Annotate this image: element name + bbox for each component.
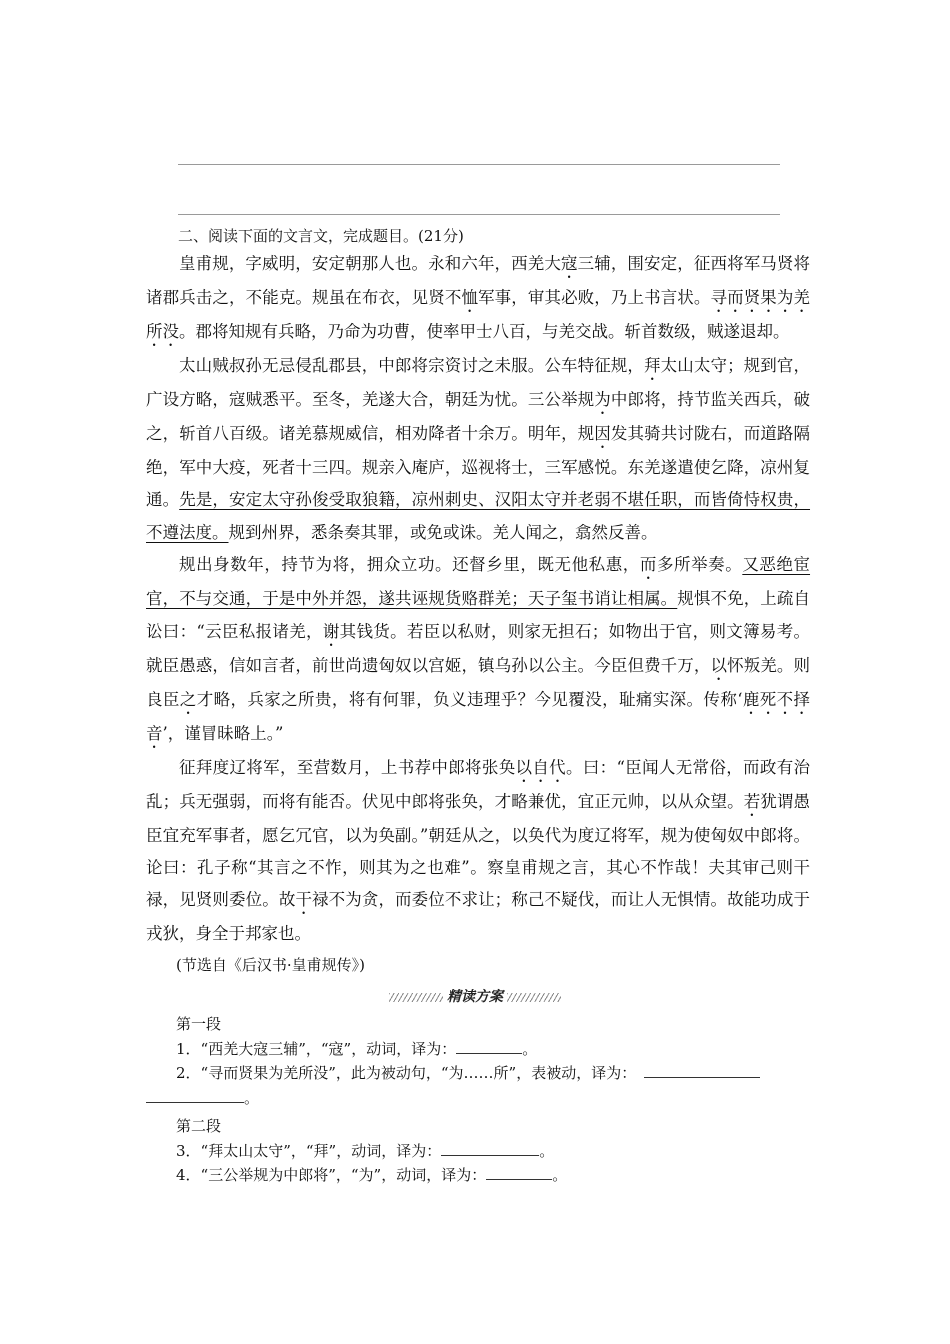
classical-passage [146,248,810,978]
emphasized-word: 因 [594,424,611,443]
text-run: 中郎将，持节监关西兵，破之，斩首八百级。诸羌慕规威信，相劝降者十余万。明年，规 [146,390,811,443]
emphasized-word: 干 [295,890,313,910]
banner-title: 精读方案 [447,989,503,1005]
emphasized-phrase: 寻而贤果为羌所没 [146,288,811,341]
text-run: 犹谓愚臣宜充军事者，愿乞冗官，以为奂副。”朝廷从之，以奂代为度辽将军，规为使匈奴中郎将。论曰：孔子称“其言之不怍，则其为之也难”。察皇甫规之言，其心不怍哉！夫其审己则干禄，见贤则委位。故 [146,791,811,910]
emphasized-phrase: 以自代 [515,757,567,777]
question-text: 2．“寻而贤果为羌所没”，此为被动句，“为……所”，表被动，译为： [176,1064,637,1082]
question-text: 1．“西羌大寇三辅”，“寇”，动词，译为： [176,1039,457,1058]
text-run: 三辅，围安定，征西将军马贤将诸郡兵击之，不能克。规虽在布衣，见贤不 [146,254,811,307]
question-list [146,1012,810,1188]
text-run: 太山贼叔孙无忌侵乱郡县，中郎将宗资讨之未服。公车特征规， [179,356,645,375]
question-2-continuation: 。 [146,1086,810,1111]
answer-line [178,164,780,165]
answer-blank[interactable] [146,1088,244,1103]
answer-blank[interactable] [441,1141,539,1156]
section-banner [0,986,950,1006]
text-run: 规出身数年，持节为将，拥众立功。还督乡里，既无他私惠， [179,555,640,575]
emphasized-word: 为 [594,390,611,409]
answer-blank[interactable] [486,1165,552,1180]
banner-hatch-left [389,993,443,1002]
paragraph-3 [146,549,810,751]
text-run: 太山太守；规到官，广设方略，寇贼悉平。至冬，羌遂大合，朝廷为忧。三公举规 [146,356,811,409]
paragraph-1 [146,248,810,350]
banner-hatch-right [507,993,561,1002]
paragraph-label: 第一段 [176,1015,222,1033]
question-4: 4．“三公举规为中郎将”，“为”，动词，译为： 。 [176,1166,568,1184]
text-run: 征拜度辽将军，至营数月，上书荐中郎将张奂 [179,757,516,777]
text-run: 军事，审其必败，乃上书言状。 [478,288,711,307]
text-run: 。曰：“臣闻人无常俗，而政有治乱；兵无强弱，而将有能否。伏见中郎将张奂，才略兼优，宜正元帅，以从众望。 [146,757,811,811]
text-run: 。郡将知规有兵略，乃命为功曹，使率甲士八百，与羌交战。斩首数级，贼遂退却。 [179,322,790,341]
question-3: 3．“拜太山太守”，“拜”，动词，译为： 。 [176,1141,555,1160]
text-run: 规惧不免，上疏自讼曰：“云臣私报诸羌， [146,589,811,641]
emphasized-word: 恤 [461,288,479,307]
text-run: 怀叛羌。则良臣 [146,655,811,709]
emphasized-word: 若 [743,791,761,811]
emphasized-word: 寇 [561,254,578,273]
text-run: 皇甫规，字威明，安定朝那人也。永和六年，西羌大 [179,254,561,273]
text-run: 发其骑共讨陇右，而道路隔绝，军中大疫，死者十三四。规亲入庵庐，巡视将士，三军感悦。东羌遂遣使乞降，凉州复通。 [146,424,811,510]
paragraph-4 [146,752,810,951]
answer-blank[interactable] [456,1039,522,1054]
text-run: 规到州界，悉条奏其罪，或免或诛。羌人闻之，翕然反善。 [228,522,658,542]
emphasized-word: 谢 [322,621,340,641]
text-run: 多所举奏。 [656,555,743,575]
underlined-sentence: 先是，安定太守孙俊受取狼籍，凉州刺史、汉阳太守并老弱不堪任职，而皆倚恃权贵，不遵法度。 [146,490,811,542]
underlined-sentence: 又恶绝宦官，不与交通，于是中外并怨，遂共诬规货赂群羌；天子玺书诮让相属。 [146,555,811,609]
answer-blank[interactable] [644,1063,760,1078]
emphasized-word: 之 [179,689,197,709]
question-1: 1．“西羌大寇三辅”，“寇”，动词，译为： 。 [176,1039,538,1058]
question-2 [146,1061,810,1086]
text-run: 其钱货。若臣以私财，则家无担石；如物出于官，则文簿易考。就臣愚惑，信如言者，前世尚遗匈奴以宫姬，镇乌孙以公主。今臣但费千万， [146,621,811,675]
question-text: 3．“拜太山太守”，“拜”，动词，译为： [176,1141,442,1160]
emphasized-word: 以 [710,655,728,675]
text-run: 才略，兵家之所贵，将有何罪，负义违理乎？今见覆没，耻痛实深。传称‘ [196,689,743,709]
emphasized-word: 而 [639,555,657,575]
question-text: 4．“三公举规为中郎将”，“为”，动词，译为： [176,1166,487,1184]
text-run: 禄不为贪，而委位不求让；称己不疑伐，而让人无惧情。故能功成于戎狄，身全于邦家也。 [146,890,811,944]
section-heading: 二、阅读下面的文言文，完成题目。(21分) [178,227,464,245]
paragraph-label: 第二段 [176,1117,222,1135]
emphasized-phrase: 鹿死不择音 [146,689,811,743]
text-run: ’，谨冒昧略上。” [162,723,284,743]
emphasized-word: 拜 [644,356,661,375]
answer-line [178,214,780,215]
paragraph-2 [146,350,810,549]
source-citation: (节选自《后汉书·皇甫规传》) [176,955,365,974]
